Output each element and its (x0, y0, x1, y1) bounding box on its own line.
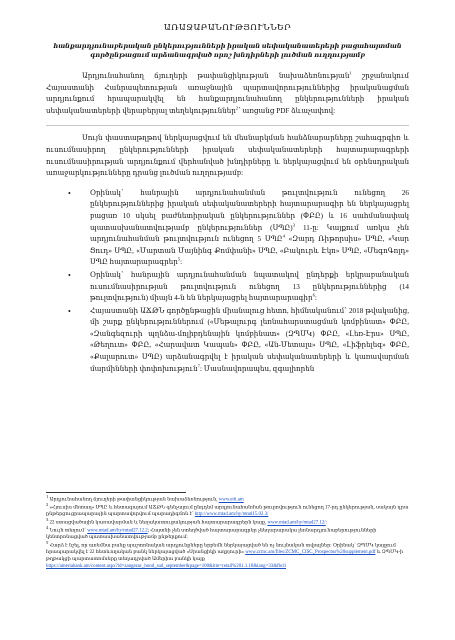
footnote-number: 5 (46, 540, 49, 546)
bullet-icon: • (68, 306, 71, 316)
findings-list (46, 188, 409, 376)
list-item (68, 306, 409, 376)
list-item-text: Օրինակ՝ հանրային արդյունահանման թուլտվություն ունեցող 26 ընկերություններից իրական սեփականատերերի հայտարարագիր են ներկայացրել բացառ 10 սկսել բաժնետիրական ընկերություններ (ՓԲԸ) և 16 սահմանափակ պատասխանատվությամբ ընկերություններ (ՍՊԸ) (90, 188, 409, 232)
footnote-link[interactable]: www.mtad.am/hy/mtad27.12/ (267, 520, 326, 526)
footnote-ref[interactable]: 1 (349, 70, 352, 76)
footnote (46, 502, 409, 519)
footnote-ref[interactable]: 4 (282, 233, 285, 239)
list-item-text: Օրինակ՝ հանրային արդյունահանման նպատակով ընդերքի երկրաբանական ուսումնասիրության թուլտվություն ունեցող 13 ընկերություններից (14 թուլտվություն) միայն 4-ն են ներկայացրել հայտարարագիր (90, 270, 409, 303)
footnote-text: «Հյուսիս մետաղ» ՍՊԸ և հետագայում ԱՃԹՆ գենչալում ընդդեմ արդյունահանման թուլտվություն ունեցող 17-րդ ընկերության, սակայն դրա ընթերցուցրապարային պարտավորվում պարադիգմոն է` (46, 505, 409, 518)
intro-text-b: շրջանակում Հայաստանի Հանրապետության առաջնային պարտավորություններից իրականացման արդյունքում հրապարակվել են հանքարդյունահանող ընկերությունների իրական սեփականատերերի վերաբերյալ տեղեկություններ (46, 72, 409, 115)
bullet-icon: • (68, 270, 71, 280)
intro-text-c: ՝ առցանց PDF ձևաչափով: (238, 106, 336, 115)
footnote-link[interactable]: www.eiti.am (218, 497, 244, 503)
list-item (68, 188, 409, 269)
footnote (46, 525, 409, 542)
footnote-number: 1 (46, 494, 49, 499)
footnote-text: Նույն տեղում՝ (48, 528, 88, 534)
document-subtitle: հանքարդյունաբերական ընկերությունների իրական սեփականատերերի բացահայտման գործընթացում արձանագրված որոշ խնդիրների լուծման ուղղությամբ (53, 43, 402, 59)
document-title: ԱՌԱՋԱԲԱՆՈՒԹՅՈՒՆՆԵՐ (163, 22, 292, 32)
footnote (46, 540, 409, 563)
footnotes (46, 492, 409, 572)
footnote-link[interactable]: http://www.mtad.am/hy/mtad15.02.3/ (194, 512, 269, 518)
list-item-text: «Զարդ Ռիթորսիս» ՍՊԸ, «Կար Ցուդ» ՍՊԸ, «Մարտան Մայնինգ Քոմփանի» ՍՊԸ, «Բակուրև Էկո» ՍՊԸ, «ՄեգոԳոլդ» ՍՊԸ հայտարարագրեր (90, 235, 409, 267)
footnote-text: Արդյունահանող ճյուղերի թափանցիկության նախաձեռնություն, (48, 497, 219, 503)
footnote-number: 4 (46, 525, 49, 531)
footnote-text: 22 ստացվածային կառավարման և նեղակատուցակության հայտարարագրերն կայք, (48, 520, 268, 526)
footnote-link[interactable]: www.zcmc.am/files/ZCMC_CISC_Prospectus%20supplement.pdf (245, 550, 376, 556)
list-item-text: : Մասնավորապես, զգալիորեն (199, 364, 315, 373)
list-item-text: : (180, 258, 183, 267)
divider (46, 125, 409, 126)
footnote-separator (46, 492, 186, 493)
intro-text-a: Արդյունահանող ճյուղերի թափանցիկության նախաձեռնության (82, 72, 350, 80)
list-item-text: 11-ը: Կայքում առկա չեն արդյունահանման թուլտվություն ունեցող 5 ՍՊԸ (90, 223, 409, 244)
footnote-ref[interactable]: 6 (312, 292, 315, 298)
intro-paragraph (46, 71, 409, 117)
list-item-text: Հայաստանի ԱՃԹՆ գործընթացին միանալուց հետո, հիմնականում՝ 2018 թվականից, մի շարք ընկերություններում («Մեթալուրգ լեռնահարստացման կոմբինատ» ՓԲԸ, «Զանգեզուրի պղնձա-մոլիբդենային կոմբինատ» (ԶՊՄԿ) ՓԲԸ, «Լեռ-Էրս» ՍՊԸ, «Թեղուտ» ՓԲԸ, «Հարավատ Կապան» ՓԲԸ, «Ան-Մետալս» ՍՊԸ, «Լիֆրելեգ» ՓԲԸ, «Քալարուտ» ՍՊԸ) արձանագրվել է իրական սեփականատերերի և կառավարման մարմինների փոփոխություն (90, 306, 409, 373)
footnote (46, 517, 409, 527)
footnote-ref[interactable]: 2 (235, 105, 239, 111)
list-item-text: : (314, 294, 317, 303)
footnote-ref[interactable]: 3 (292, 222, 295, 228)
footnote-number: 2 (46, 502, 49, 508)
footnote-text: : (325, 520, 328, 526)
list-item (68, 270, 409, 305)
footnote-link[interactable]: www.mtad.am/hy/mtad27.12.2 (87, 528, 148, 534)
footnote (46, 494, 409, 504)
bullet-icon: • (68, 188, 71, 198)
footnote-text: և ԶՊՄԿ-ի թղթակցի պարտատոմսերը տեղադրված Ամերիա բանկի կայք (46, 550, 404, 562)
footnote-number: 3 (46, 517, 49, 523)
footnote-text: Հարձ է նշել, որ առեմնա բանք պաշտոնական արդյունքները երբեմն ներկայացված են ոչ նույնական տվյալներ: Օրինակ՝ ԶՊՄԿ կայքում հրապարակվել է 22 հետևողական բանկ ներկայացված «Սրանցիկի աղբյուրի» (46, 543, 396, 556)
footnote-ref[interactable]: 5 (177, 256, 181, 262)
footnote-text: ; Հայտնի չեն ստեղծված հայտարարագրեր չնեղարարակա լեռնարդյունաբերությունների կենտրոնացված պատասխանատվությամբ ընթերքում: (46, 528, 377, 541)
footnote-ref[interactable]: 7 (197, 363, 200, 369)
footnote (46, 564, 409, 571)
purpose-paragraph: Սույն փաստաթղթով ներկայացվում են մեսնարկման հանձնարարները շահագրգիռ և ուսումնասիրող ընկերությունների իրական սեփականատերերի հայտարարագրերի ուսումնասիրության արդյունքում վերհանված խնդիրները և ներկայացվում են օրենսդրական առաջարկությունները դրանց լուծման ուղղությամբ: (46, 134, 409, 178)
footnote-link[interactable]: https://ameriabank.am/content.aspx?id=zangezur_bond_sud_september&page=100&itm=retail%201.1.18&lang=33&fbcli (46, 564, 287, 570)
